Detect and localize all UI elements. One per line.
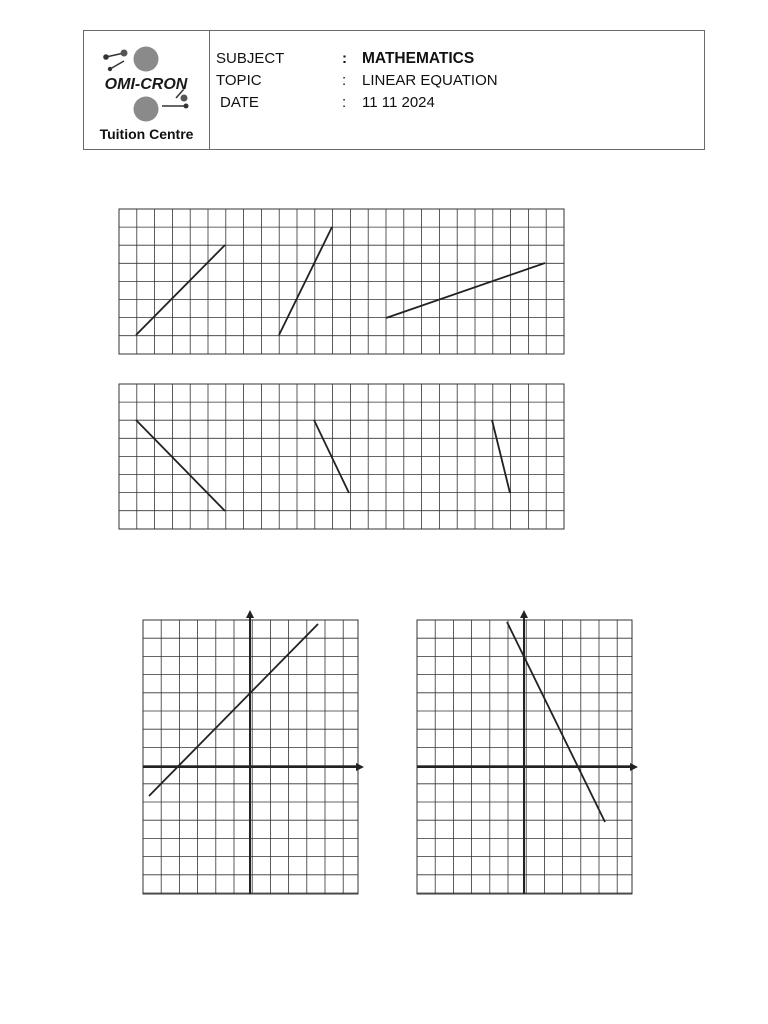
grid-lines [119,209,564,354]
worksheet-header [83,30,705,150]
x-axis-arrow-icon [356,763,364,771]
graph-line-a [149,624,318,796]
logo-wordmark: OMI-CRON [104,76,188,93]
subject-label: SUBJECT [216,50,285,67]
y-axis-arrow-icon [520,610,528,618]
subject-colon: : [342,50,347,67]
y-axis-arrow-icon [246,610,254,618]
logo [84,31,210,149]
logo-subtitle: Tuition Centre [99,126,194,142]
topic-value: LINEAR EQUATION [362,72,498,89]
cartesian-plane-positive [140,608,370,900]
date-colon: : [342,94,347,111]
line-segment-1 [136,245,225,335]
graph-line-b [507,622,605,822]
subject-value: MATHEMATICS [362,50,475,67]
grid-lines [119,384,564,529]
date-label: DATE [220,94,259,111]
date-value: 11 11 2024 [362,94,435,111]
line-segment-4 [136,420,225,511]
x-axis-arrow-icon [630,763,638,771]
topic-label: TOPIC [216,72,262,89]
line-segment-3 [386,263,545,318]
cartesian-plane-negative [414,608,644,900]
gradient-grid-negative [118,383,565,530]
topic-colon: : [342,72,347,89]
gradient-grid-positive [118,208,565,355]
